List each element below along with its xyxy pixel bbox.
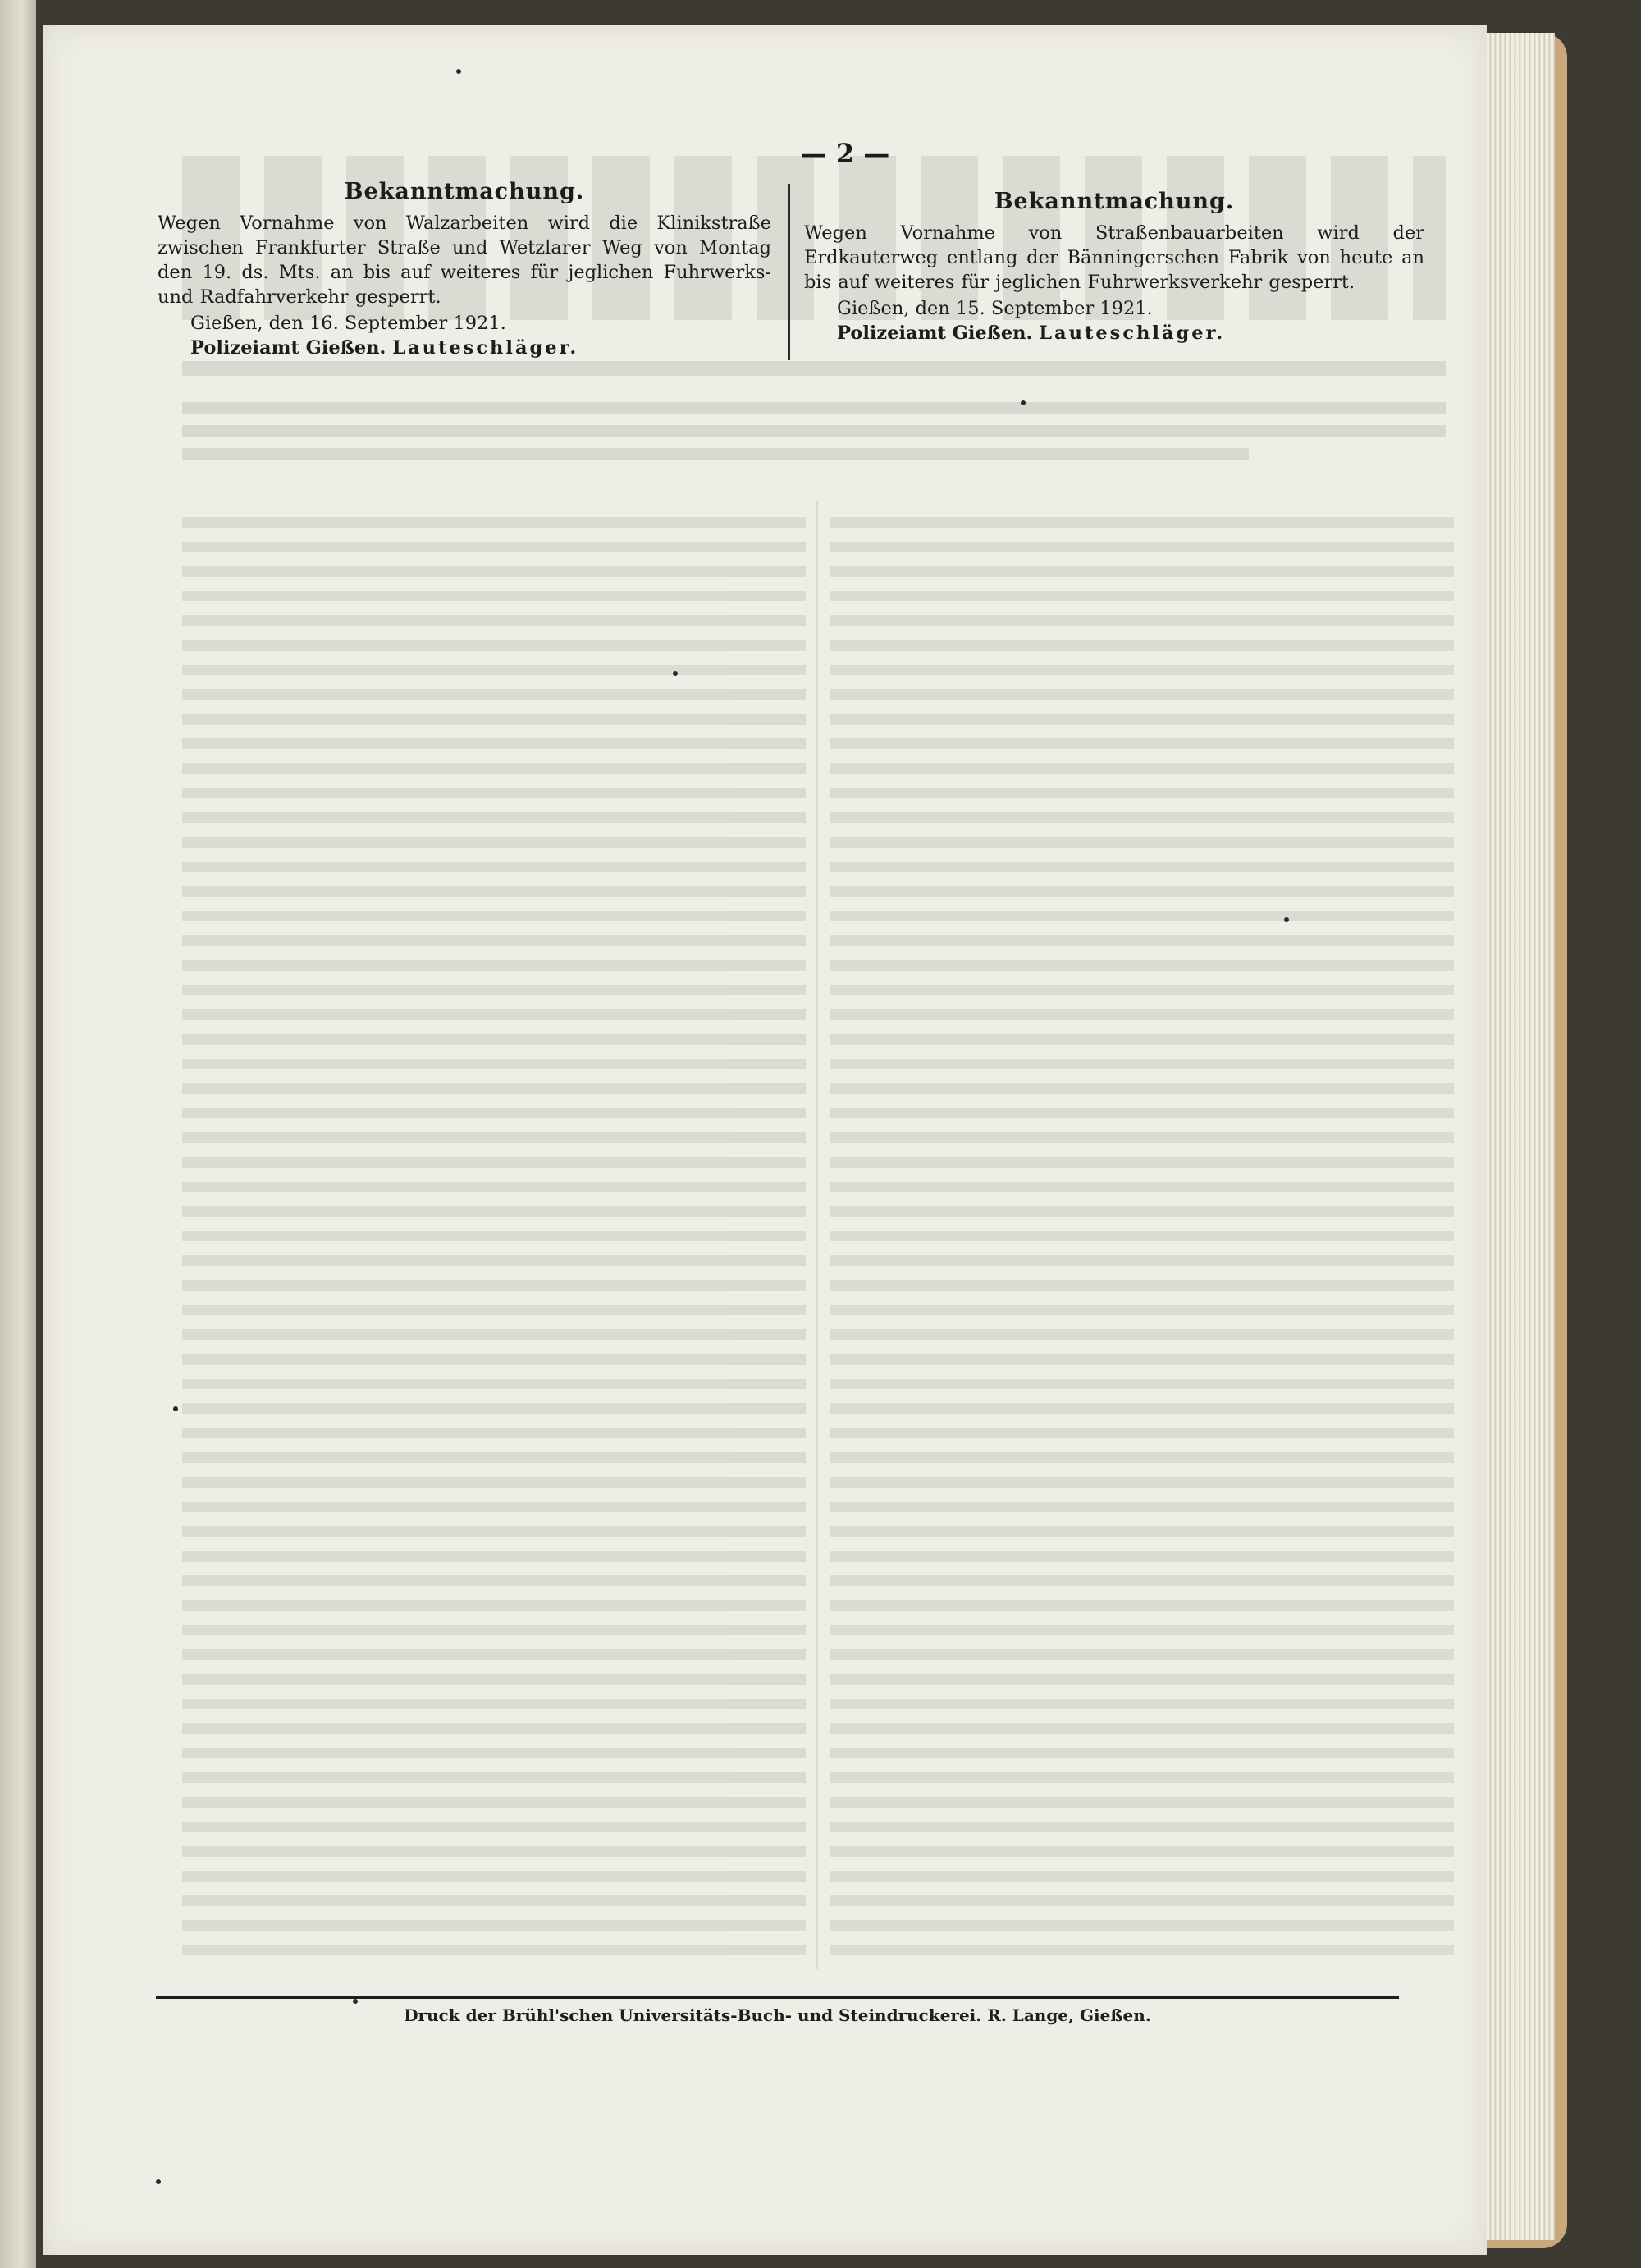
dust-speck <box>673 671 678 676</box>
dust-speck <box>156 2179 161 2184</box>
adjacent-page-edge <box>0 0 36 2268</box>
bleed-through-right-column <box>830 517 1454 1961</box>
notice-body: Wegen Vornahme von Straßenbauarbeiten wird der Erdkauterweg entlang der Bänningerschen Fabrik von heute an bis auf weiteres für jeglichen Fuhrwerksverkehr gesperrt. <box>804 222 1424 293</box>
notice-signatory: Lauteschläger. <box>1039 322 1226 344</box>
notice-signature <box>158 336 771 360</box>
bleed-through-left-column <box>182 517 806 1961</box>
notice-body: Wegen Vornahme von Walzarbeiten wird die Klinikstraße zwischen Frankfurter Straße und Wetzlarer Weg von Montag den 19. ds. Mts. an bis auf weiteres für jeglichen Fuhrwerks- und Radfahrverkehr gesperrt. <box>158 213 771 308</box>
dust-speck <box>353 1999 358 2004</box>
notice-title: Bekanntmachung. <box>994 189 1235 214</box>
page-stack-edge <box>1477 33 1555 2240</box>
notice-road-closure-erdkauterweg <box>804 189 1424 345</box>
dust-speck <box>173 1406 178 1411</box>
notice-signature <box>804 321 1424 345</box>
footer-rule <box>156 1996 1399 1999</box>
notice-authority: Polizeiamt Gießen. <box>190 337 386 359</box>
bleed-through-contents-line <box>182 402 1446 414</box>
dust-speck <box>1284 917 1289 922</box>
notice-authority: Polizeiamt Gießen. <box>837 322 1033 344</box>
bleed-through-column-rule <box>816 501 818 1969</box>
bleed-through-contents-line <box>182 425 1446 437</box>
column-divider <box>788 184 790 360</box>
dust-speck <box>1021 400 1026 405</box>
bleed-through-reverse-side <box>166 139 1470 1969</box>
page-number: — 2 — <box>800 138 890 169</box>
dust-speck <box>456 69 461 74</box>
notice-date: Gießen, den 15. September 1921. <box>837 298 1153 319</box>
bleed-through-dateline <box>182 361 1446 376</box>
notice-signatory: Lauteschläger. <box>392 337 579 359</box>
notice-date: Gießen, den 16. September 1921. <box>190 313 506 334</box>
notice-road-closure-klinikstrasse <box>158 179 771 360</box>
notice-title: Bekanntmachung. <box>344 179 585 204</box>
bleed-through-contents-line <box>182 448 1249 460</box>
printer-imprint: Druck der Brühl'schen Universitäts-Buch- und Steindruckerei. R. Lange, Gießen. <box>404 2005 1151 2025</box>
